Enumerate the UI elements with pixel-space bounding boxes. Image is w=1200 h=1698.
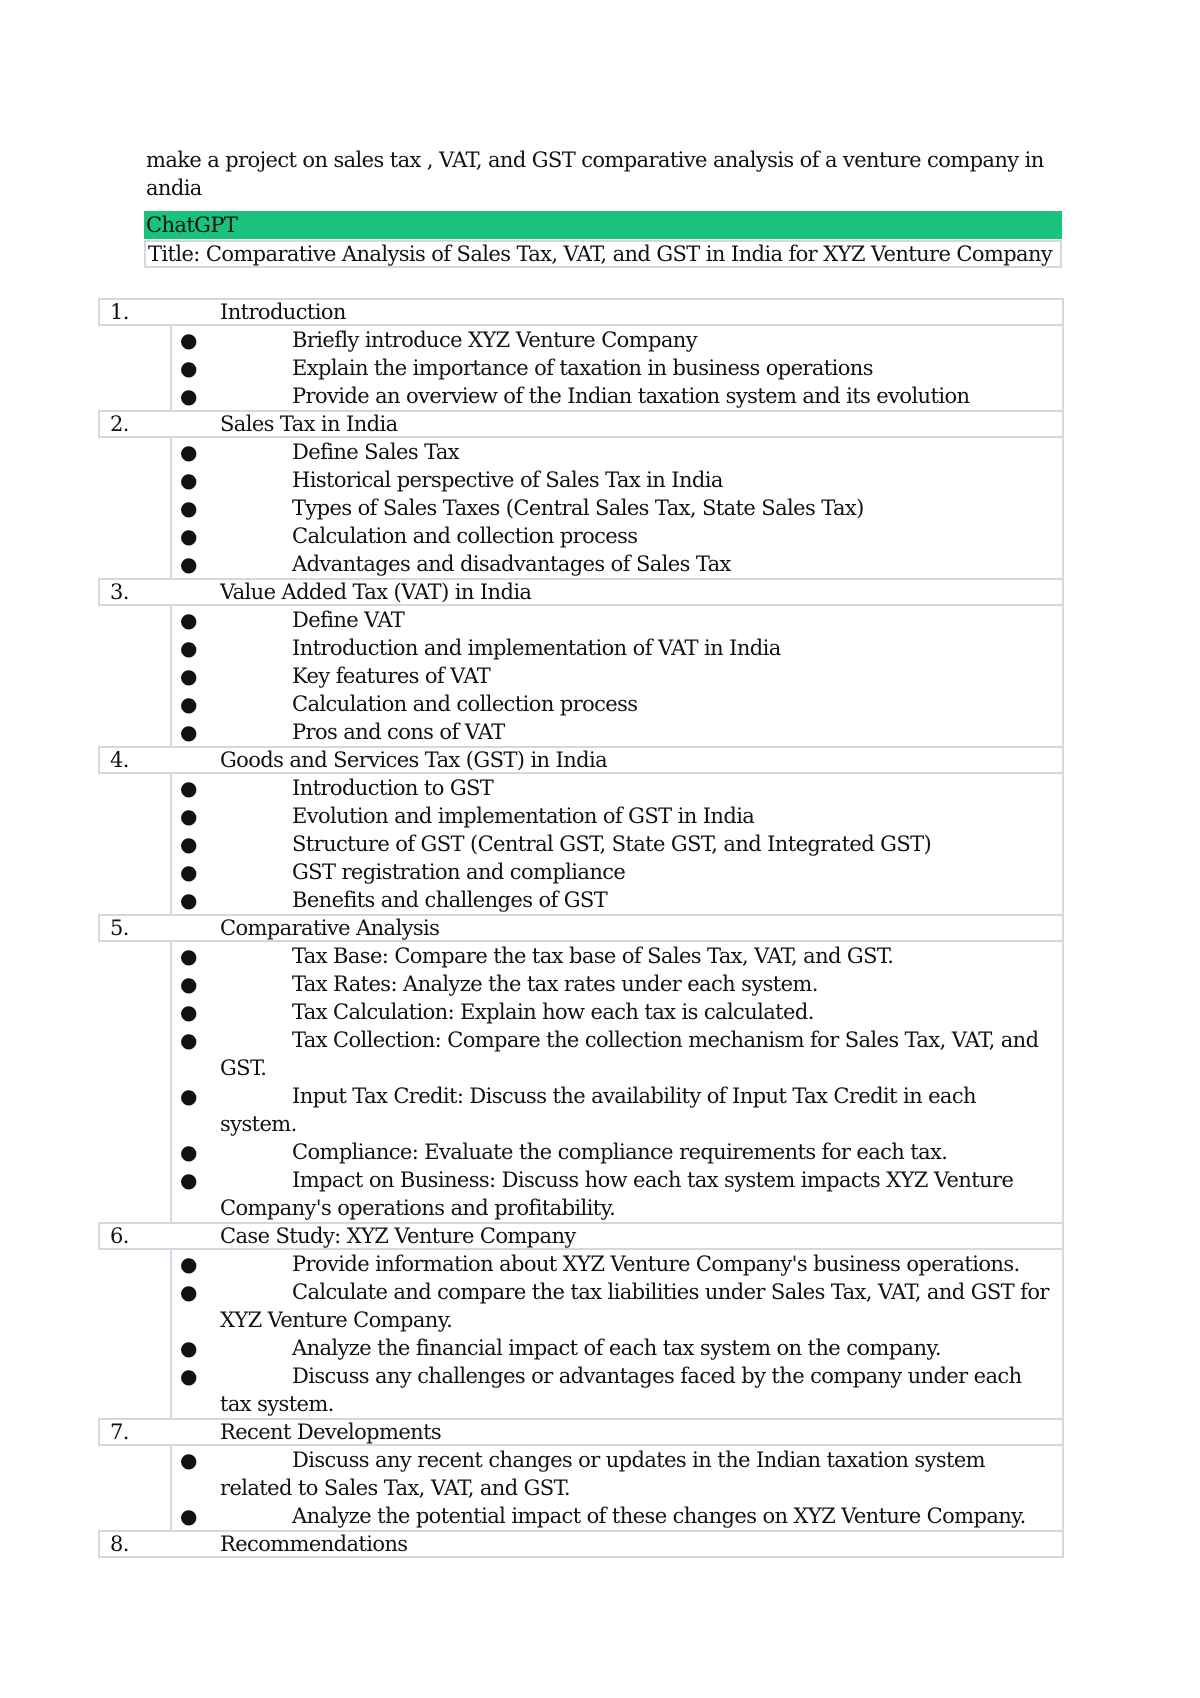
section-heading xyxy=(98,1222,1064,1250)
section-heading xyxy=(98,410,1064,438)
list-item-text: Impact on Business: Discuss how each tax system impacts XYZ Venture Company's operations and profitability. xyxy=(220,1168,1014,1220)
section-heading xyxy=(98,578,1064,606)
list-item xyxy=(172,718,1062,746)
bullet-icon: ● xyxy=(180,1028,197,1052)
list-item xyxy=(172,1082,1062,1138)
list-item-text: Types of Sales Taxes (Central Sales Tax, State Sales Tax) xyxy=(292,496,864,520)
list-item xyxy=(172,354,1062,382)
bullet-icon: ● xyxy=(180,888,197,912)
list-item-text: Define VAT xyxy=(292,608,405,632)
section-heading xyxy=(98,1530,1064,1558)
section-title: Case Study: XYZ Venture Company xyxy=(220,1224,576,1248)
list-item xyxy=(172,662,1062,690)
section-items xyxy=(170,326,1064,410)
list-item xyxy=(172,1138,1062,1166)
list-item xyxy=(172,550,1062,578)
list-item xyxy=(172,1446,1062,1502)
bullet-icon: ● xyxy=(180,804,197,828)
section-number: 7. xyxy=(110,1420,129,1444)
list-item-text: Introduction and implementation of VAT in India xyxy=(292,636,781,660)
section-title: Recommendations xyxy=(220,1532,408,1556)
list-item-text: Analyze the potential impact of these changes on XYZ Venture Company. xyxy=(292,1504,1026,1528)
bullet-icon: ● xyxy=(180,552,197,576)
list-item xyxy=(172,858,1062,886)
list-item xyxy=(172,606,1062,634)
bullet-icon: ● xyxy=(180,664,197,688)
section-number: 1. xyxy=(110,300,129,324)
bullet-icon: ● xyxy=(180,440,197,464)
section-items xyxy=(170,1446,1064,1530)
list-item-text: Provide information about XYZ Venture Company's business operations. xyxy=(292,1252,1020,1276)
user-prompt: make a project on sales tax , VAT, and GST comparative analysis of a venture company in andia xyxy=(146,148,1044,200)
bullet-icon: ● xyxy=(180,1448,197,1472)
section-items xyxy=(170,1250,1064,1418)
list-item xyxy=(172,998,1062,1026)
bullet-icon: ● xyxy=(180,692,197,716)
list-item xyxy=(172,830,1062,858)
list-item xyxy=(172,1166,1062,1222)
list-item xyxy=(172,634,1062,662)
list-item-text: Benefits and challenges of GST xyxy=(292,888,608,912)
list-item xyxy=(172,942,1062,970)
list-item xyxy=(172,382,1062,410)
section-title: Goods and Services Tax (GST) in India xyxy=(220,748,608,772)
section-number: 2. xyxy=(110,412,129,436)
section-number: 6. xyxy=(110,1224,129,1248)
section-items xyxy=(170,438,1064,578)
bullet-icon: ● xyxy=(180,524,197,548)
list-item-text: Tax Rates: Analyze the tax rates under each system. xyxy=(292,972,818,996)
list-item xyxy=(172,1334,1062,1362)
list-item xyxy=(172,466,1062,494)
bullet-icon: ● xyxy=(180,1084,197,1108)
list-item xyxy=(172,774,1062,802)
list-item-text: Advantages and disadvantages of Sales Tax xyxy=(292,552,731,576)
section-heading xyxy=(98,914,1064,942)
list-item-text: Define Sales Tax xyxy=(292,440,460,464)
section-title: Introduction xyxy=(220,300,346,324)
bullet-icon: ● xyxy=(180,1280,197,1304)
bullet-icon: ● xyxy=(180,384,197,408)
list-item xyxy=(172,1250,1062,1278)
bullet-icon: ● xyxy=(180,776,197,800)
list-item xyxy=(172,1502,1062,1530)
list-item xyxy=(172,690,1062,718)
section-title: Recent Developments xyxy=(220,1420,442,1444)
section-number: 5. xyxy=(110,916,129,940)
bullet-icon: ● xyxy=(180,720,197,744)
list-item-text: Key features of VAT xyxy=(292,664,491,688)
list-item xyxy=(172,494,1062,522)
section-items xyxy=(170,942,1064,1222)
chatgpt-label: ChatGPT xyxy=(144,211,1062,239)
list-item-text: Discuss any challenges or advantages faced by the company under each tax system. xyxy=(220,1364,1022,1416)
list-item xyxy=(172,886,1062,914)
list-item xyxy=(172,970,1062,998)
section-number: 3. xyxy=(110,580,129,604)
section-title: Sales Tax in India xyxy=(220,412,398,436)
list-item-text: Tax Collection: Compare the collection mechanism for Sales Tax, VAT, and GST. xyxy=(220,1028,1039,1080)
section-title: Comparative Analysis xyxy=(220,916,440,940)
section-number: 4. xyxy=(110,748,129,772)
bullet-icon: ● xyxy=(180,1364,197,1388)
bullet-icon: ● xyxy=(180,1252,197,1276)
list-item-text: Compliance: Evaluate the compliance requirements for each tax. xyxy=(292,1140,948,1164)
section-heading xyxy=(98,746,1064,774)
bullet-icon: ● xyxy=(180,356,197,380)
bullet-icon: ● xyxy=(180,860,197,884)
section-number: 8. xyxy=(110,1532,129,1556)
list-item-text: Tax Calculation: Explain how each tax is calculated. xyxy=(292,1000,814,1024)
list-item-text: Historical perspective of Sales Tax in India xyxy=(292,468,723,492)
list-item-text: Analyze the financial impact of each tax system on the company. xyxy=(292,1336,941,1360)
document-title: Title: Comparative Analysis of Sales Tax, VAT, and GST in India for XYZ Venture Company xyxy=(144,240,1062,268)
list-item-text: Structure of GST (Central GST, State GST, and Integrated GST) xyxy=(292,832,932,856)
list-item xyxy=(172,326,1062,354)
bullet-icon: ● xyxy=(180,1504,197,1528)
list-item-text: Pros and cons of VAT xyxy=(292,720,505,744)
list-item-text: Calculate and compare the tax liabilities under Sales Tax, VAT, and GST for XYZ Venture Company. xyxy=(220,1280,1049,1332)
list-item-text: Provide an overview of the Indian taxation system and its evolution xyxy=(292,384,970,408)
section-items xyxy=(170,774,1064,914)
bullet-icon: ● xyxy=(180,1336,197,1360)
section-items xyxy=(170,606,1064,746)
list-item-text: Explain the importance of taxation in business operations xyxy=(292,356,873,380)
list-item xyxy=(172,802,1062,830)
list-item-text: Tax Base: Compare the tax base of Sales Tax, VAT, and GST. xyxy=(292,944,894,968)
list-item xyxy=(172,1362,1062,1418)
list-item-text: Discuss any recent changes or updates in the Indian taxation system related to Sales Tax, VAT, and GST. xyxy=(220,1448,985,1500)
list-item-text: Introduction to GST xyxy=(292,776,494,800)
list-item-text: Calculation and collection process xyxy=(292,692,638,716)
section-title: Value Added Tax (VAT) in India xyxy=(220,580,532,604)
outline xyxy=(98,298,1064,1558)
list-item-text: Briefly introduce XYZ Venture Company xyxy=(292,328,697,352)
list-item-text: GST registration and compliance xyxy=(292,860,626,884)
bullet-icon: ● xyxy=(180,468,197,492)
list-item xyxy=(172,438,1062,466)
section-heading xyxy=(98,1418,1064,1446)
bullet-icon: ● xyxy=(180,832,197,856)
list-item xyxy=(172,1026,1062,1082)
list-item-text: Evolution and implementation of GST in India xyxy=(292,804,755,828)
list-item xyxy=(172,522,1062,550)
list-item-text: Calculation and collection process xyxy=(292,524,638,548)
bullet-icon: ● xyxy=(180,944,197,968)
list-item xyxy=(172,1278,1062,1334)
bullet-icon: ● xyxy=(180,608,197,632)
bullet-icon: ● xyxy=(180,496,197,520)
bullet-icon: ● xyxy=(180,328,197,352)
bullet-icon: ● xyxy=(180,972,197,996)
bullet-icon: ● xyxy=(180,1140,197,1164)
list-item-text: Input Tax Credit: Discuss the availability of Input Tax Credit in each system. xyxy=(220,1084,976,1136)
bullet-icon: ● xyxy=(180,636,197,660)
bullet-icon: ● xyxy=(180,1000,197,1024)
bullet-icon: ● xyxy=(180,1168,197,1192)
section-heading xyxy=(98,298,1064,326)
